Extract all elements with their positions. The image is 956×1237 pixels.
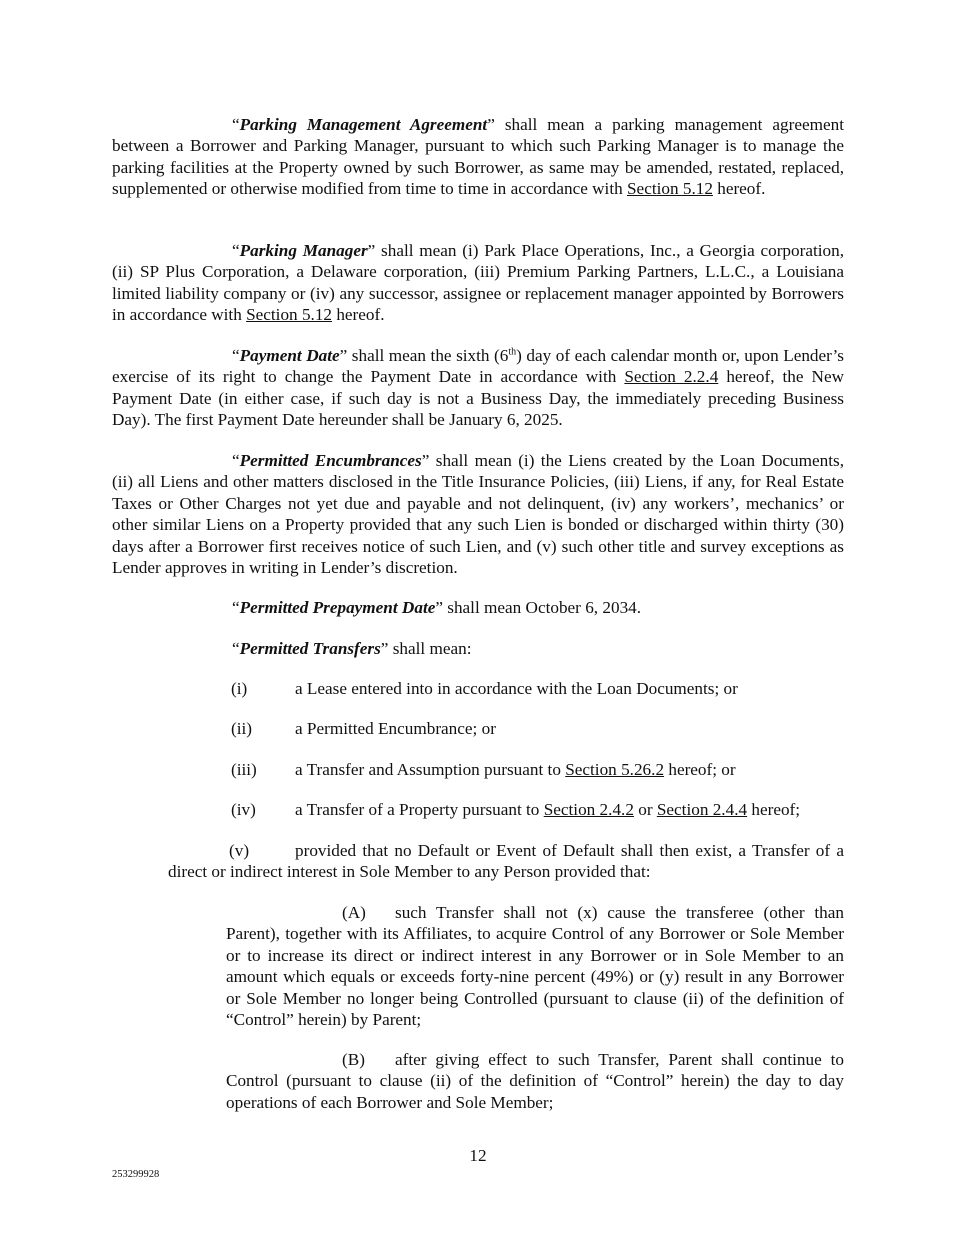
item-text: a Lease entered into in accordance with the Loan Documents; or [295, 679, 738, 698]
item-text: a Transfer and Assumption pursuant to [295, 760, 566, 779]
item-number: (ii) [231, 719, 252, 738]
section-link[interactable]: Section 2.2.4 [624, 367, 719, 387]
definition-text: hereof. [332, 305, 385, 325]
definition-permitted-transfers [112, 638, 844, 659]
definition-permitted-encumbrances [112, 450, 844, 578]
definition-parking-manager [112, 240, 844, 326]
definition-text: hereof, the New Payment Date (in either case, if such day is not a Business Day, the immediately preceding Business Day). The first Payment Date hereunder shall be January 6, 2025. [112, 367, 844, 430]
definition-parking-management-agreement [112, 114, 844, 200]
item-number: (v) [229, 841, 250, 860]
defined-term: Payment Date [239, 346, 340, 365]
document-id: 253299928 [112, 1169, 160, 1180]
item-text: or [633, 800, 657, 819]
definition-text: ) day of each calendar month or, upon Lender’s exercise of its right to change the Payment Date in accordance with [112, 346, 844, 387]
definition-text: ” shall mean the sixth (6 [339, 346, 509, 365]
item-text: hereof; [747, 800, 801, 819]
defined-term: Permitted Transfers [239, 639, 381, 658]
open-quote: “ [232, 241, 240, 260]
definition-payment-date [112, 345, 844, 431]
item-number: (iv) [231, 800, 256, 819]
item-text: a Permitted Encumbrance; or [295, 719, 496, 738]
section-link[interactable]: Section 5.12 [627, 179, 713, 199]
sub-item-number: (B) [342, 1050, 365, 1069]
sub-item-a [226, 902, 844, 1030]
sub-item-b [226, 1049, 844, 1113]
transfer-item-iv [231, 799, 800, 820]
definition-text: ” shall mean (i) the Liens created by the Loan Documents, (ii) all Liens and other matters disclosed in the Title Insurance Policies, (iii) Liens, if any, for Real Estate Taxes or Other Charges not yet due and payable and not delinquent, (iv) any workers’, mechanics’ or other similar Liens on a Property provided that any such Lien is bonded or discharged within thirty (30) days after a Borrower first receives notice of such Lien, and (v) such other title and survey exceptions as Lender approves in writing in Lender’s discretion. [112, 451, 845, 578]
open-quote: “ [232, 598, 240, 617]
section-link[interactable]: Section 5.12 [246, 305, 333, 325]
definition-text: ” shall mean a parking management agreement between a Borrower and Parking Manager, pursuant to which such Parking Manager is to manage the parking facilities at the Property owned by such Borrower, as same may be amended, restated, replaced, supplemented or otherwise modified from time to time in accordance with [112, 115, 844, 199]
defined-term: Parking Management Agreement [239, 115, 488, 134]
definition-permitted-prepayment-date [112, 597, 844, 618]
item-number: (iii) [231, 760, 257, 779]
item-number: (i) [231, 679, 248, 698]
item-text: a Transfer of a Property pursuant to [295, 800, 544, 819]
defined-term: Permitted Prepayment Date [239, 598, 436, 617]
definition-text: ” shall mean October 6, 2034. [435, 598, 642, 617]
open-quote: “ [232, 451, 240, 470]
open-quote: “ [232, 346, 240, 365]
item-text: provided that no Default or Event of Default shall then exist, a Transfer of a direct or indirect interest in Sole Member to any Person provided that: [168, 841, 844, 882]
transfer-item-iii [231, 759, 736, 780]
section-link[interactable]: Section 2.4.2 [543, 800, 634, 819]
definition-text: ” shall mean: [380, 639, 472, 658]
defined-term: Permitted Encumbrances [239, 451, 422, 470]
transfer-item-ii [231, 718, 496, 739]
sub-item-text: such Transfer shall not (x) cause the transferee (other than Parent), together with its Affiliates, to acquire Control of any Borrower or Sole Member or to increase its direct or indirect interest in any Borrower or in Sole Member to an amount which equals or exceeds forty-nine percent (49%) or (y) result in any Borrower or Sole Member no longer being Controlled (pursuant to clause (ii) of the definition of “Control” herein) by Parent; [226, 903, 844, 1030]
item-text: hereof; or [664, 760, 736, 779]
defined-term: Parking Manager [239, 241, 368, 260]
transfer-item-v [168, 840, 844, 883]
definition-text: hereof. [712, 179, 766, 199]
section-link[interactable]: Section 5.26.2 [565, 760, 665, 779]
superscript: th [508, 346, 517, 358]
open-quote: “ [232, 639, 240, 658]
open-quote: “ [232, 115, 240, 134]
sub-item-number: (A) [342, 903, 366, 922]
page-number: 12 [469, 1146, 487, 1165]
transfer-item-i [231, 678, 738, 699]
sub-item-text: after giving effect to such Transfer, Parent shall continue to Control (pursuant to clause (ii) of the definition of “Control” herein) the day to day operations of each Borrower and Sole Member; [226, 1050, 844, 1112]
section-link[interactable]: Section 2.4.4 [656, 800, 748, 819]
definition-text: ” shall mean (i) Park Place Operations, Inc., a Georgia corporation, (ii) SP Plus Corporation, a Delaware corporation, (iii) Premium Parking Partners, L.L.C., a Louisiana limited liability company or (iv) any successor, assignee or replacement manager appointed by Borrowers in accordance with [112, 241, 844, 325]
